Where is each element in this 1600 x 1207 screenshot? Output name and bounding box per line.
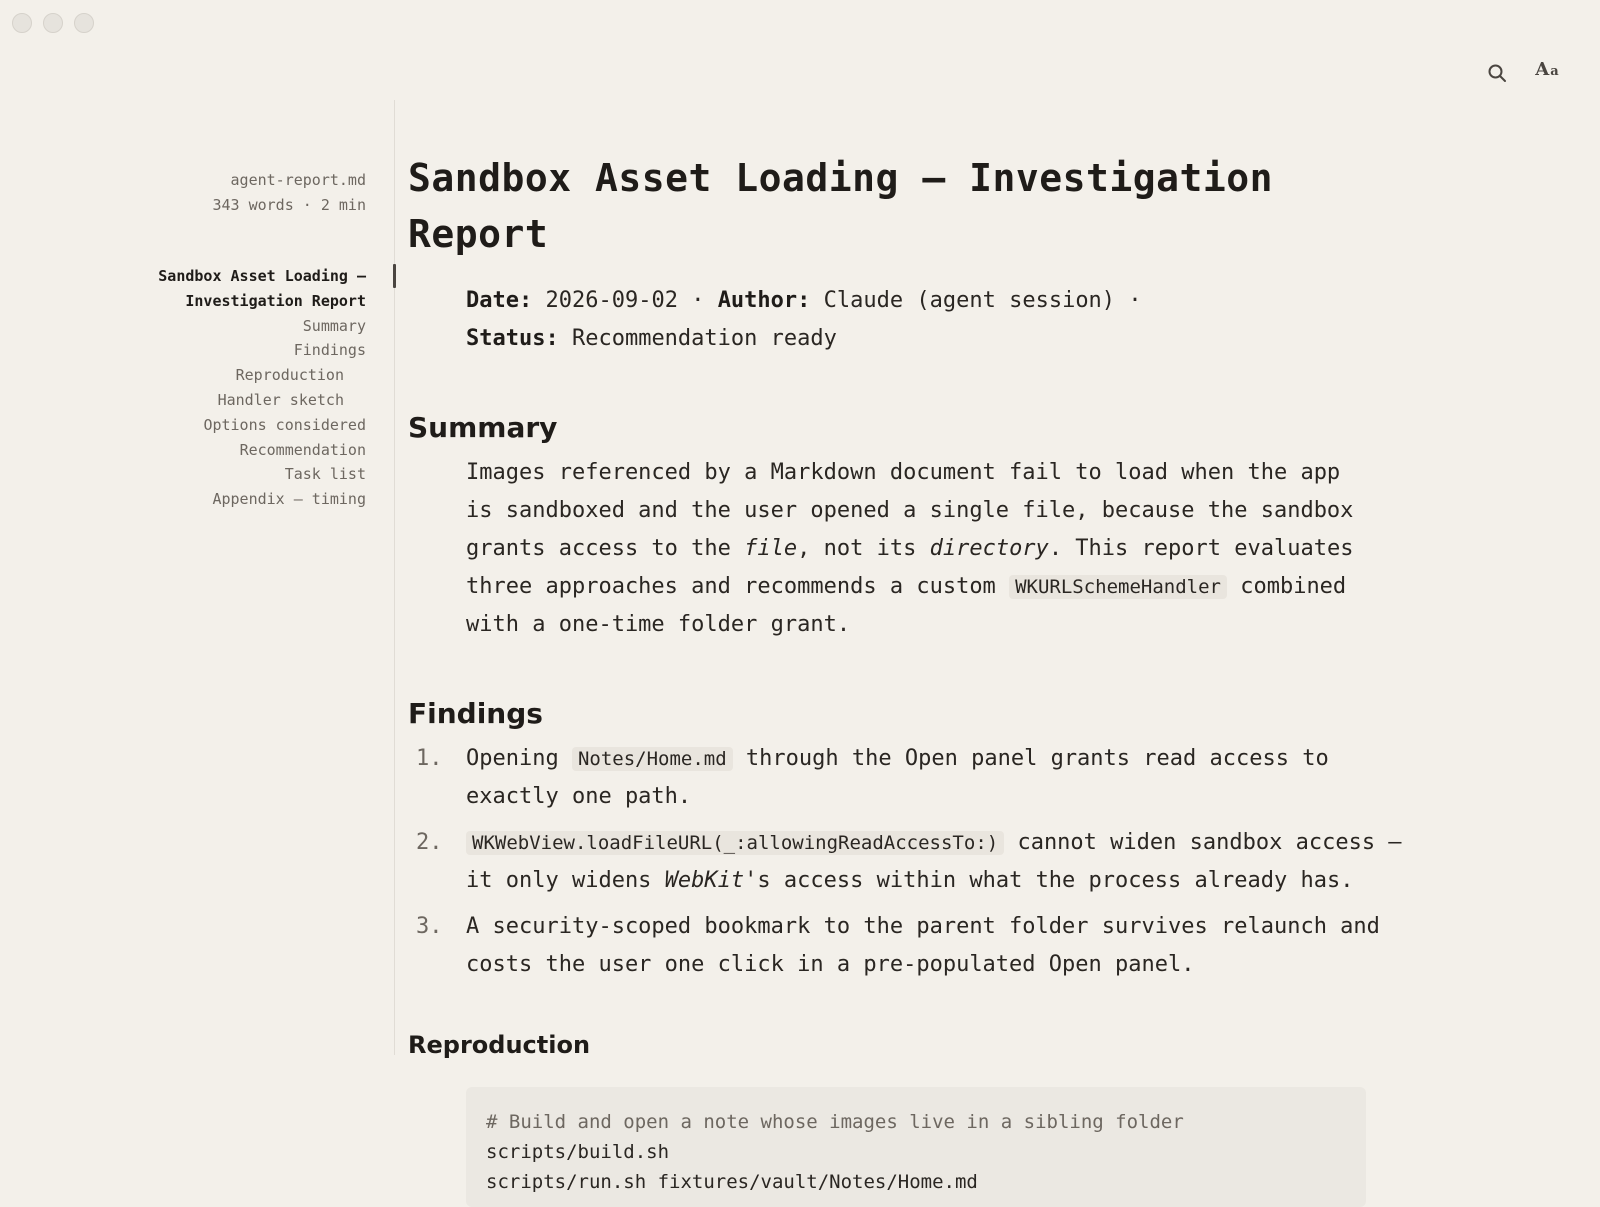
search-icon [1487,63,1507,83]
code-line: scripts/build.sh [486,1141,670,1163]
list-number: 2. [416,830,443,855]
summary-heading: Summary [408,411,558,444]
toc-item-reproduction[interactable]: Reproduction [235,366,344,385]
close-button[interactable] [12,13,32,33]
author-value: Claude (agent session) [823,288,1116,313]
summary-paragraph [466,454,1366,644]
toc-item-task-list[interactable]: Task list [284,465,366,484]
toc-item-summary[interactable]: Summary [302,316,366,335]
file-stats: 343 words · 2 min [212,196,366,214]
minimize-button[interactable] [43,13,63,33]
code-line: # Build and open a note whose images live in a sibling folder [486,1111,1184,1133]
findings-list [408,740,1408,984]
code-line: scripts/run.sh fixtures/vault/Notes/Home.md [486,1171,978,1193]
file-info [212,168,366,218]
summary-text: combined with a one-time folder grant. [466,574,1347,637]
sidebar [0,100,395,1055]
table-of-contents [158,264,366,512]
inline-code: Notes/Home.md [572,747,733,771]
document-content [408,150,1408,1207]
toc-item-handler-sketch[interactable]: Handler sketch [217,390,344,409]
summary-emphasis: file [744,536,798,561]
font-icon-small: a [1550,63,1559,79]
list-item [408,908,1418,984]
meta-separator: · [691,288,705,313]
summary-text: , not its [797,536,930,561]
list-number: 1. [416,746,443,771]
meta-separator: · [1128,288,1142,313]
list-number: 3. [416,914,443,939]
list-item [408,824,1418,900]
toc-item-title-cont[interactable]: Investigation Report [185,291,366,310]
summary-text: . This report evaluates three approaches and recommends a custom [466,536,1354,599]
toc-item-appendix[interactable]: Appendix — timing [212,490,366,509]
font-settings-button[interactable] [1532,54,1562,84]
search-button[interactable] [1482,58,1512,88]
finding-text: through the Open panel grants read access to exactly one path. [466,746,1329,809]
file-name: agent-report.md [230,171,366,189]
toc-item-title[interactable]: Sandbox Asset Loading — [158,267,366,285]
finding-text: A security-scoped bookmark to the parent folder survives relaunch and costs the user one click in a pre-populated Open panel. [466,914,1380,977]
date-value: 2026-09-02 [545,288,678,313]
summary-text: Images referenced by a Markdown document fail to load when the app is sandboxed and the user opened a single file, because the sandbox grants access to the [466,460,1354,561]
zoom-button[interactable] [74,13,94,33]
reproduction-heading: Reproduction [408,1031,591,1059]
list-item [408,740,1418,816]
date-label: Date: [466,288,533,313]
toc-active-marker [393,264,396,288]
window-controls [12,13,94,33]
summary-emphasis: directory [929,536,1049,561]
finding-text: Opening [466,746,572,771]
toc-item-recommendation[interactable]: Recommendation [239,440,366,459]
status-label: Status: [466,326,559,351]
inline-code: WKURLSchemeHandler [1009,575,1227,599]
finding-emphasis: WebKit [664,868,745,893]
document-meta [466,282,1246,358]
finding-text: cannot widen sandbox access — it only widens [466,830,1402,893]
finding-text: 's access within what the process already has. [744,868,1354,893]
findings-heading: Findings [408,697,543,730]
author-label: Author: [717,288,811,313]
document-title: Sandbox Asset Loading — Investigation Report [408,156,1273,256]
toc-item-findings[interactable]: Findings [293,341,366,360]
status-value: Recommendation ready [571,326,837,351]
toc-item-options[interactable]: Options considered [203,415,366,434]
font-icon-big: A [1535,58,1550,80]
code-block [466,1087,1366,1207]
inline-code: WKWebView.loadFileURL(_:allowingReadAccessTo:) [466,831,1004,855]
